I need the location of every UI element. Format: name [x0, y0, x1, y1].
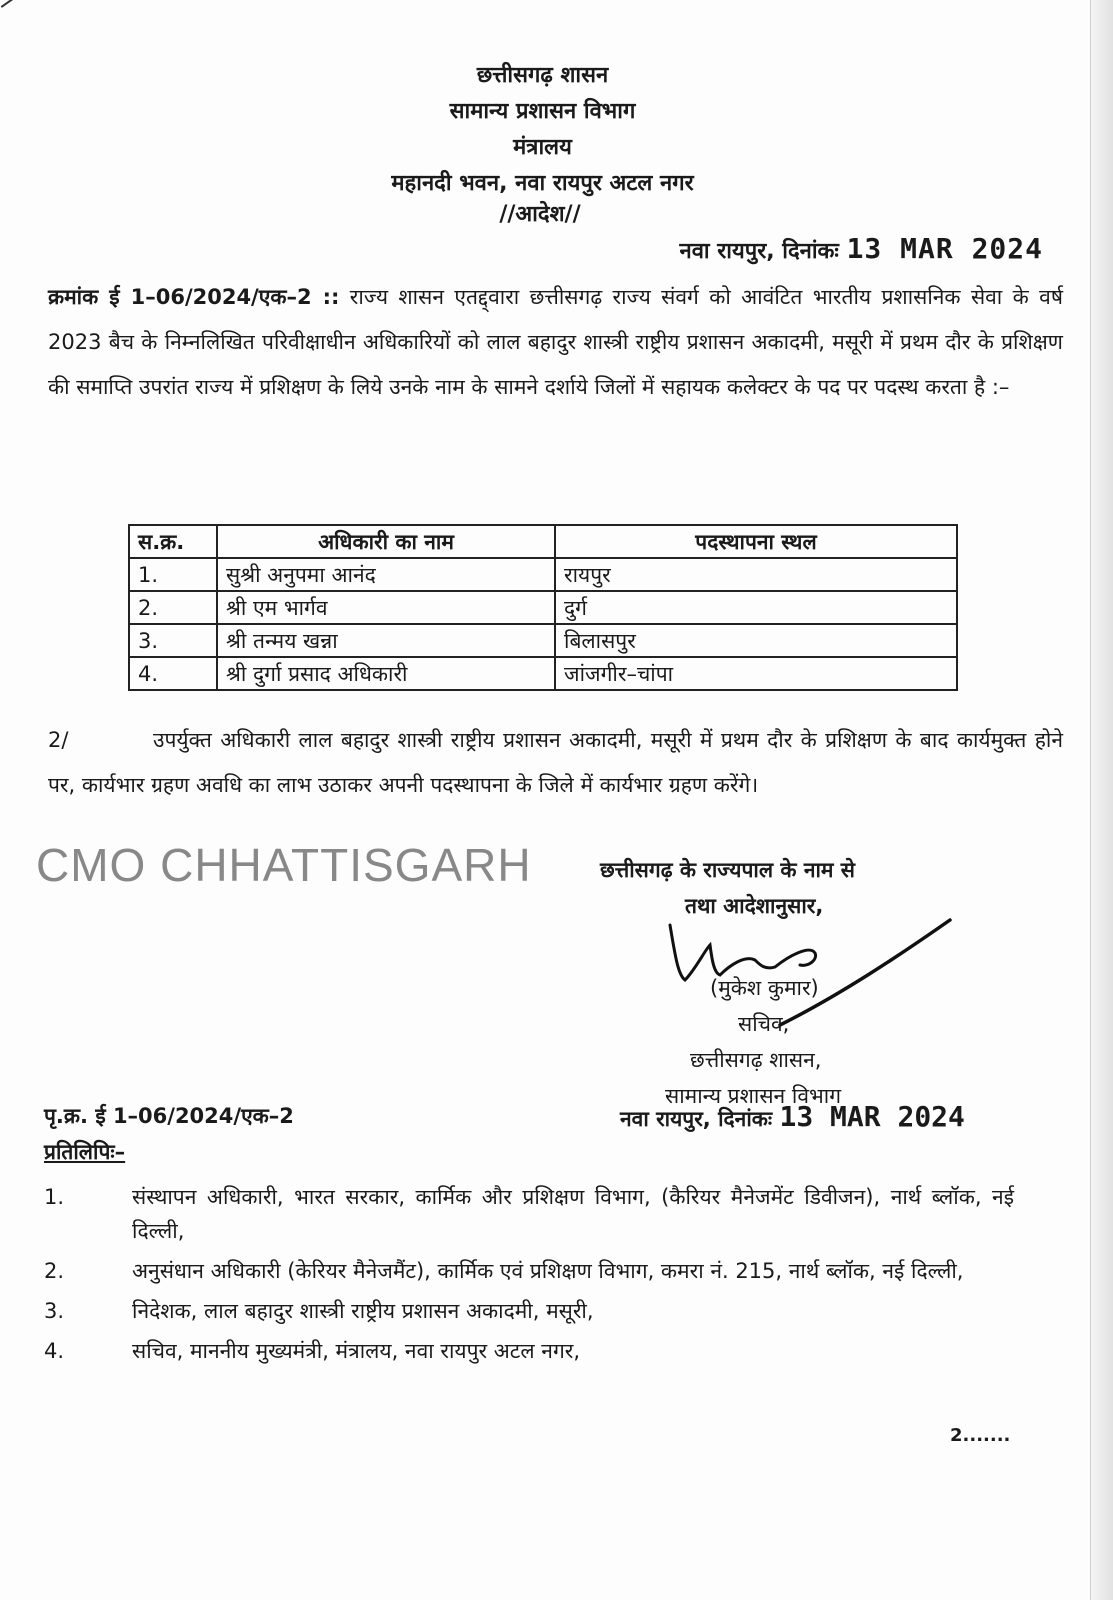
table-cell-serial: 3.	[129, 624, 217, 657]
endorsement-reference: पृ.क्र. ई 1–06/2024/एक–2	[44, 1104, 294, 1128]
signatory-name: (मुकेश कुमार)	[710, 976, 819, 1000]
table-row	[129, 624, 957, 657]
order-paragraph-2-text: उपर्युक्त अधिकारी लाल बहादुर शास्त्री राष्ट्रीय प्रशासन अकादमी, मसूरी में प्रथम दौर के प्रशिक्षण के बाद कार्यमुक्त होने पर, कार्यभार ग्रहण अवधि का लाभ उठाकर अपनी पदस्थापना के जिले में कार्यभार ग्रहण करेंगे।	[48, 728, 1063, 797]
table-cell-name: श्री तन्मय खन्ना	[217, 624, 555, 657]
signatory-department: सामान्य प्रशासन विभाग	[665, 1084, 842, 1108]
table-cell-name: श्री एम भार्गव	[217, 591, 555, 624]
list-item-text: संस्थापन अधिकारी, भारत सरकार, कार्मिक और प्रशिक्षण विभाग, (कैरियर मैनेजमेंट डिवीजन), नार्थ ब्लॉक, नई दिल्ली,	[132, 1185, 1014, 1243]
table-row	[129, 591, 957, 624]
table-cell-name: श्री दुर्गा प्रसाद अधिकारी	[217, 657, 555, 690]
order-date	[679, 232, 1043, 265]
list-item	[44, 1334, 1014, 1368]
letterhead-address: महानदी भवन, नवा रायपुर अटल नगर	[391, 171, 694, 196]
table-cell-serial: 2.	[129, 591, 217, 624]
letterhead	[0, 58, 1085, 202]
paragraph-number: 2/	[48, 728, 69, 752]
order-date-stamp: 13 MAR 2024	[846, 232, 1043, 265]
table-cell-name: सुश्री अनुपमा आनंद	[217, 558, 555, 591]
table-cell-posting: रायपुर	[555, 558, 957, 591]
list-item-number: 4.	[44, 1339, 65, 1363]
table-cell-posting: दुर्ग	[555, 591, 957, 624]
authority-line-1: छत्तीसगढ़ के राज्यपाल के नाम से	[600, 858, 855, 882]
copy-list	[44, 1180, 1014, 1374]
table-header-name: अधिकारी का नाम	[217, 525, 555, 558]
list-item-number: 2.	[44, 1259, 65, 1283]
table-row	[129, 657, 957, 690]
table-cell-serial: 1.	[129, 558, 217, 591]
list-item	[44, 1180, 1014, 1248]
authority-line-2: तथा आदेशानुसार,	[685, 894, 824, 918]
order-paragraph-1	[48, 275, 1063, 410]
watermark: CMO CHHATTISGARH	[36, 839, 532, 891]
page-edge	[1091, 0, 1113, 1600]
list-item-text: सचिव, माननीय मुख्यमंत्री, मंत्रालय, नवा रायपुर अटल नगर,	[132, 1339, 581, 1363]
list-item	[44, 1294, 1014, 1328]
order-date-label: नवा रायपुर, दिनांकः	[679, 239, 839, 264]
table-header-row	[129, 525, 957, 558]
order-reference: क्रमांक ई 1–06/2024/एक–2 ::	[48, 285, 340, 309]
letterhead-ministry: मंत्रालय	[513, 135, 572, 160]
signatory	[665, 970, 842, 1114]
list-item-number: 1.	[44, 1185, 65, 1209]
endorsement-date-label: नवा रायपुर, दिनांकः	[620, 1107, 773, 1131]
order-paragraph-1-text: राज्य शासन एतद्द्वारा छत्तीसगढ़ राज्य संवर्ग को आवंटित भारतीय प्रशासनिक सेवा के वर्ष 2023 बैच के निम्नलिखित परिवीक्षाधीन अधिकारियों को लाल बहादुर शास्त्री राष्ट्रीय प्रशासन अकादमी, मसूरी में प्रथम दौर के प्रशिक्षण की समाप्ति उपरांत राज्य में प्रशिक्षण के लिये उनके नाम के सामने दर्शाये जिलों में सहायक कलेक्टर के पद पर पदस्थ करता है :–	[48, 285, 1063, 399]
endorsement-date-stamp: 13 MAR 2024	[779, 1100, 965, 1133]
table-cell-serial: 4.	[129, 657, 217, 690]
continued-page-marker: 2.......	[950, 1425, 1011, 1446]
table-header-posting: पदस्थापना स्थल	[555, 525, 957, 558]
list-item-number: 3.	[44, 1299, 65, 1323]
officers-table	[128, 524, 958, 691]
corner-mark	[1, 0, 14, 8]
signatory-designation: सचिव,	[738, 1012, 790, 1036]
table-cell-posting: जांजगीर–चांपा	[555, 657, 957, 690]
list-item-text: निदेशक, लाल बहादुर शास्त्री राष्ट्रीय प्रशासन अकादमी, मसूरी,	[132, 1299, 594, 1323]
list-item-text: अनुसंधान अधिकारी (केरियर मैनेजमैंट), कार्मिक एवं प्रशिक्षण विभाग, कमरा नं. 215, नार्थ ब्लॉक, नई दिल्ली,	[132, 1259, 964, 1283]
table-row	[129, 558, 957, 591]
signatory-government: छत्तीसगढ़ शासन,	[690, 1048, 822, 1072]
order-paragraph-2	[48, 718, 1063, 808]
letterhead-government: छत्तीसगढ़ शासन	[476, 63, 609, 88]
list-item	[44, 1254, 1014, 1288]
authority-line	[600, 852, 1000, 924]
letterhead-department: सामान्य प्रशासन विभाग	[449, 99, 636, 124]
endorsement-date	[620, 1100, 965, 1133]
copy-heading: प्रतिलिपिः–	[44, 1140, 126, 1164]
table-header-serial: स.क्र.	[129, 525, 217, 558]
order-title: //आदेश//	[499, 202, 581, 227]
table-cell-posting: बिलासपुर	[555, 624, 957, 657]
